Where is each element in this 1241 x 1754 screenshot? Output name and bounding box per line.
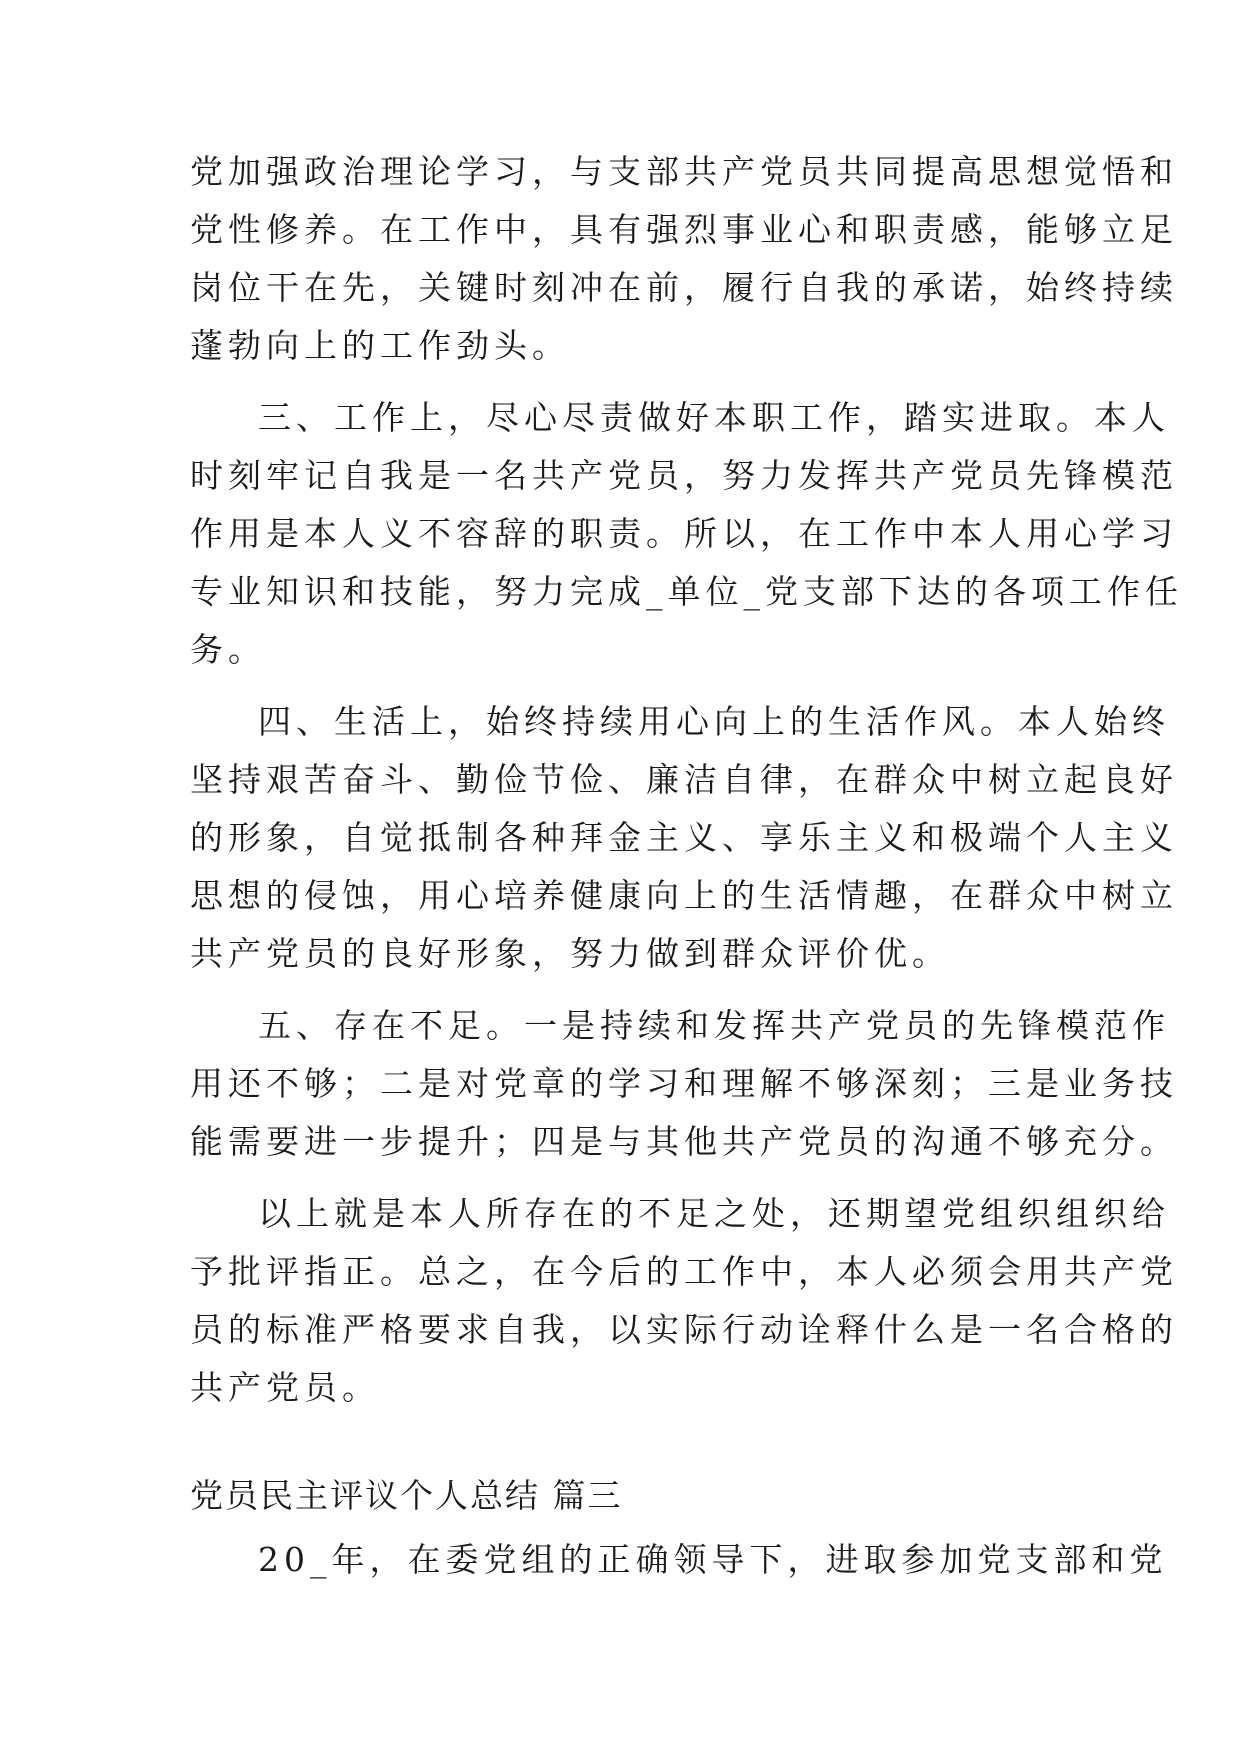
text-line: 作用是本人义不容辞的职责。所以，在工作中本人用心学习 (190, 514, 1178, 553)
text-line: 党加强政治理论学习，与支部共产党员共同提高思想觉悟和 (190, 152, 1178, 191)
section-heading: 党员民主评议个人总结 篇三 (190, 1476, 623, 1515)
text-line: 的形象，自觉抵制各种拜金主义、享乐主义和极端个人主义 (190, 818, 1178, 857)
text-line: 岗位干在先，关键时刻冲在前，履行自我的承诺，始终持续 (190, 268, 1178, 307)
text-line: 务。 (190, 630, 266, 669)
text-line: 思想的侵蚀，用心培养健康向上的生活情趣，在群众中树立 (190, 876, 1178, 915)
text-line: 用还不够；二是对党章的学习和理解不够深刻；三是业务技 (190, 1064, 1178, 1103)
text-line: 能需要进一步提升；四是与其他共产党员的沟通不够充分。 (190, 1122, 1178, 1161)
paragraph-first-line: 以上就是本人所存在的不足之处，还期望党组织组织给 (258, 1194, 1170, 1233)
text-line: 党性修养。在工作中，具有强烈事业心和职责感，能够立足 (190, 210, 1178, 249)
paragraph-first-line: 三、工作上，尽心尽责做好本职工作，踏实进取。本人 (258, 398, 1170, 437)
text-line: 专业知识和技能，努力完成_单位_党支部下达的各项工作任 (190, 572, 1183, 611)
text-line: 坚持艰苦奋斗、勤俭节俭、廉洁自律，在群众中树立起良好 (190, 760, 1178, 799)
text-line: 共产党员。 (190, 1368, 380, 1407)
text-line: 时刻牢记自我是一名共产党员，努力发挥共产党员先锋模范 (190, 456, 1178, 495)
paragraph-first-line: 20_年，在委党组的正确领导下，进取参加党支部和党 (258, 1540, 1168, 1579)
paragraph-first-line: 四、生活上，始终持续用心向上的生活作风。本人始终 (258, 702, 1170, 741)
text-line: 蓬勃向上的工作劲头。 (190, 326, 570, 365)
text-line: 员的标准严格要求自我，以实际行动诠释什么是一名合格的 (190, 1310, 1178, 1349)
text-line: 共产党员的良好形象，努力做到群众评价优。 (190, 934, 950, 973)
paragraph-first-line: 五、存在不足。一是持续和发挥共产党员的先锋模范作 (258, 1006, 1170, 1045)
text-line: 予批评指正。总之，在今后的工作中，本人必须会用共产党 (190, 1252, 1178, 1291)
